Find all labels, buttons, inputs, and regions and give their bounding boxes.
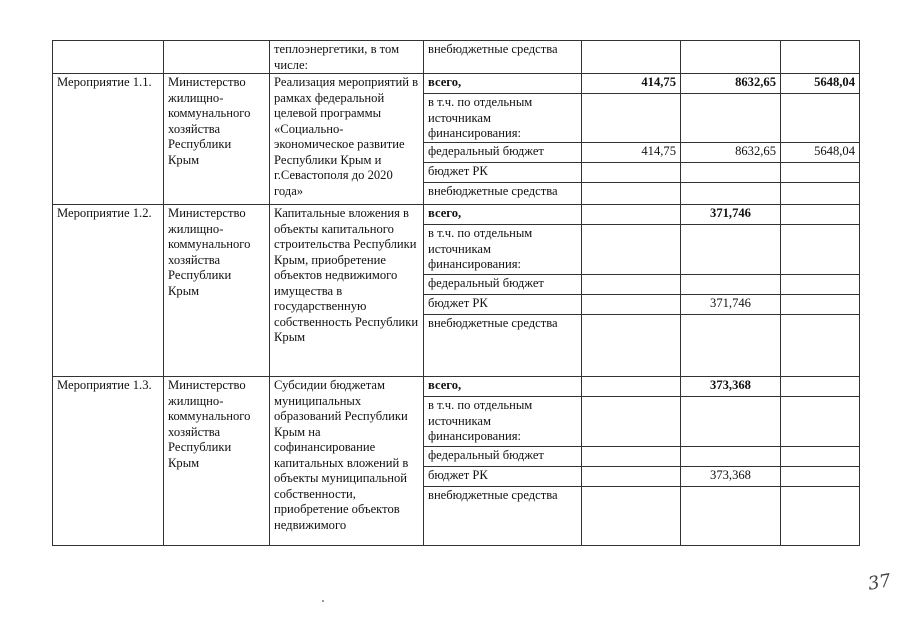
cell-source: всего, [424,74,582,94]
cell-source: в т.ч. по отдельным источникам финансирования: [424,397,582,447]
financing-table [52,40,860,546]
cell-value: 8632,65 [681,74,781,94]
cell-description: Реализация мероприятий в рамках федеральной целевой программы «Социально-экономическое развитие Республики Крым и г.Севастополя до 2020 года» [270,74,424,205]
cell-value [582,447,681,467]
cell-value [582,315,681,377]
cell-value [681,447,781,467]
cell-description: теплоэнергетики, в том числе: [270,41,424,74]
cell-source: в т.ч. по отдельным источникам финансирования: [424,225,582,275]
cell-value [681,397,781,447]
cell-executor [164,41,270,74]
cell-value [582,275,681,295]
cell-value [781,295,860,315]
cell-value [781,163,860,183]
cell-source: бюджет РК [424,163,582,183]
table-row [53,205,860,225]
cell-value: 414,75 [582,143,681,163]
cell-value [582,94,681,143]
cell-source: внебюджетные средства [424,41,582,74]
cell-source: внебюджетные средства [424,183,582,205]
cell-source: внебюджетные средства [424,487,582,546]
cell-value [582,205,681,225]
cell-value [582,467,681,487]
cell-description: Капитальные вложения в объекты капитального строительства Республики Крым, приобретение объектов недвижимого имущества в государственную собственность Республики Крым [270,205,424,377]
cell-executor: Министерство жилищно-коммунального хозяйства Республики Крым [164,377,270,546]
cell-value [582,397,681,447]
cell-value [681,225,781,275]
cell-source: в т.ч. по отдельным источникам финансирования: [424,94,582,143]
cell-source: бюджет РК [424,467,582,487]
table-row [53,74,860,94]
cell-value [781,447,860,467]
cell-value: 371,746 [681,295,781,315]
cell-value [681,487,781,546]
cell-value: 414,75 [582,74,681,94]
cell-value [582,295,681,315]
cell-value: 371,746 [681,205,781,225]
page-number-handwritten: 37 [866,570,893,595]
cell-value [681,183,781,205]
cell-value [781,315,860,377]
cell-source: федеральный бюджет [424,447,582,467]
cell-value: 373,368 [681,377,781,397]
cell-code: Мероприятие 1.3. [53,377,164,546]
cell-value [781,205,860,225]
cell-executor: Министерство жилищно-коммунального хозяйства Республики Крым [164,205,270,377]
table-row [53,377,860,397]
cell-executor: Министерство жилищно-коммунального хозяйства Республики Крым [164,74,270,205]
cell-value [781,397,860,447]
cell-value [681,94,781,143]
cell-value [681,163,781,183]
cell-source: внебюджетные средства [424,315,582,377]
cell-value [781,487,860,546]
cell-value: 373,368 [681,467,781,487]
cell-source: всего, [424,205,582,225]
cell-value: 8632,65 [681,143,781,163]
cell-value [582,377,681,397]
cell-source: всего, [424,377,582,397]
cell-source: федеральный бюджет [424,275,582,295]
scan-dot [322,600,324,602]
table-row [53,41,860,74]
cell-value [781,225,860,275]
cell-value [582,41,681,74]
cell-source: бюджет РК [424,295,582,315]
cell-value [781,183,860,205]
cell-value: 5648,04 [781,143,860,163]
cell-value [582,487,681,546]
cell-value [582,183,681,205]
cell-value [781,275,860,295]
cell-code: Мероприятие 1.1. [53,74,164,205]
cell-value [582,163,681,183]
cell-value [681,275,781,295]
cell-value [582,225,681,275]
cell-value [781,377,860,397]
cell-description: Субсидии бюджетам муниципальных образований Республики Крым на софинансирование капитальных вложений в объекты муниципальной собственности, приобретение объектов недвижимого [270,377,424,546]
cell-value [681,41,781,74]
cell-value [681,315,781,377]
cell-value [781,467,860,487]
cell-value [781,94,860,143]
cell-code: Мероприятие 1.2. [53,205,164,377]
cell-code [53,41,164,74]
cell-value: 5648,04 [781,74,860,94]
cell-value [781,41,860,74]
cell-source: федеральный бюджет [424,143,582,163]
